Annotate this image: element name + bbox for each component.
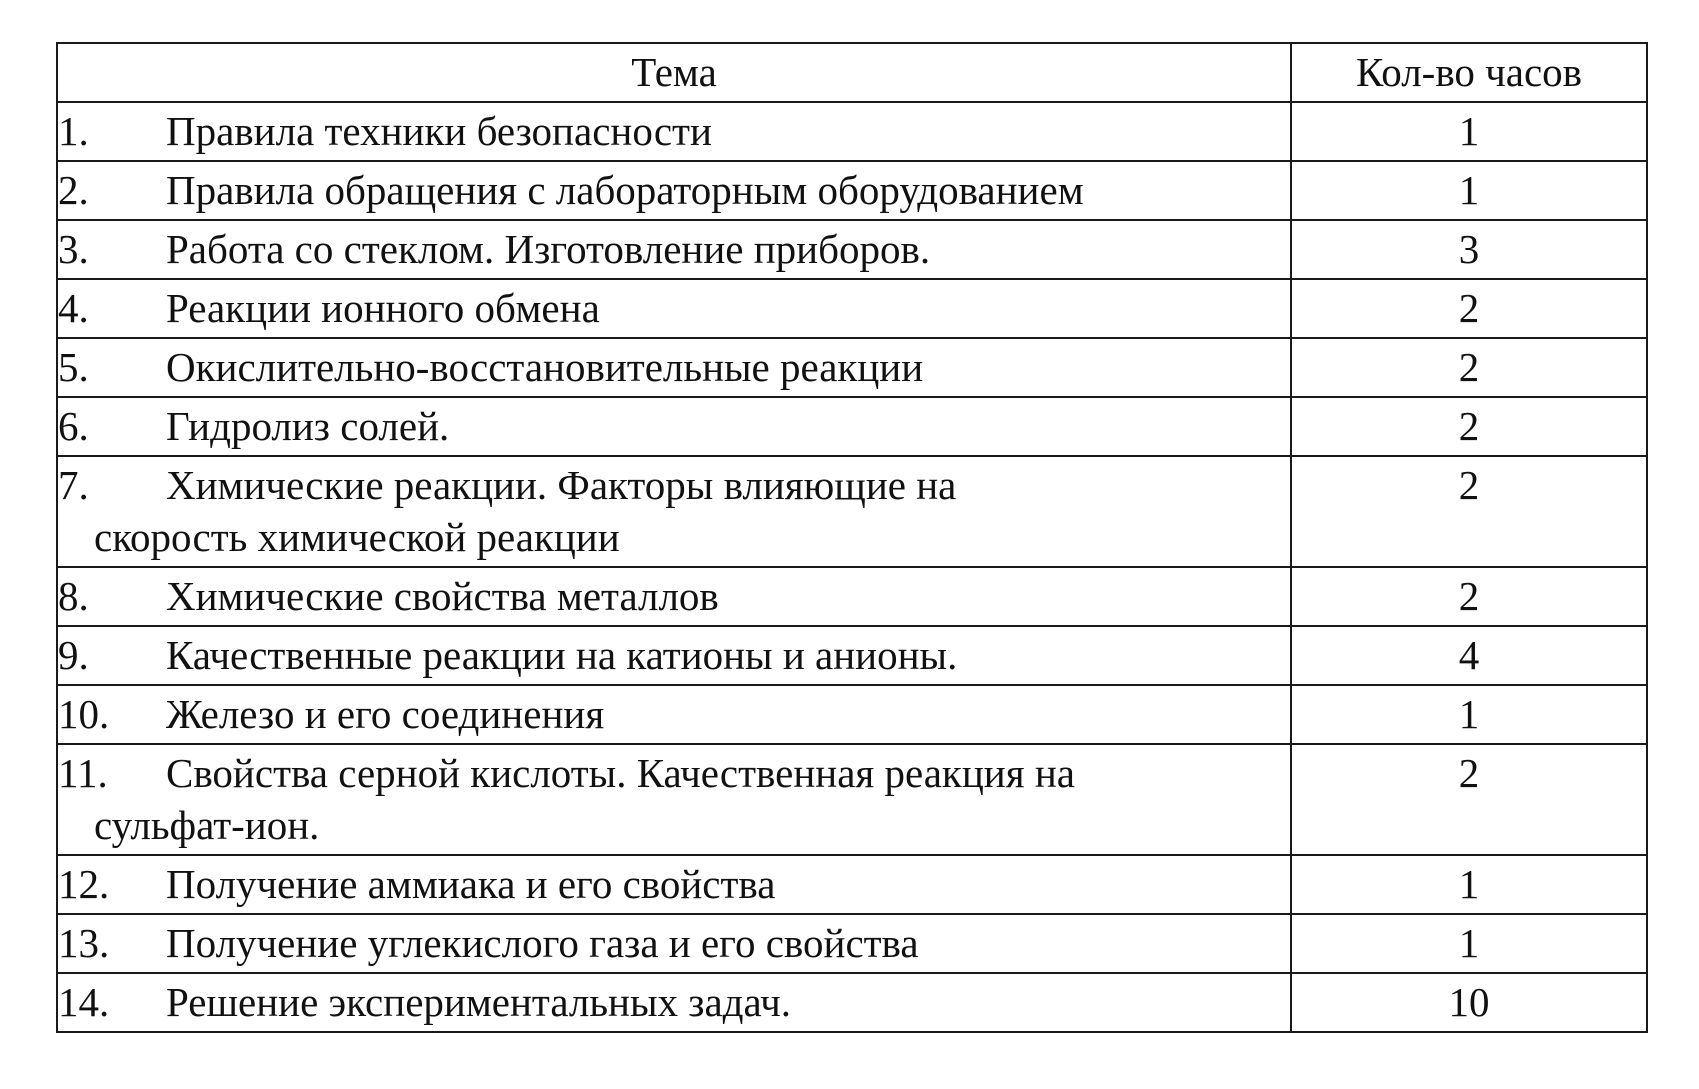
table-row: [57, 685, 1647, 744]
hours-cell: 2: [1291, 338, 1647, 397]
topic-cell: [57, 744, 1291, 855]
topic-text: Реакции ионного обмена: [166, 285, 600, 331]
topic-cell: [57, 855, 1291, 914]
row-number: 14.: [58, 979, 110, 1025]
row-number: 10.: [58, 691, 110, 737]
topic-text-continued: сульфат-ион.: [94, 802, 320, 848]
row-number: 1.: [58, 108, 89, 154]
topic-cell: [57, 456, 1291, 567]
row-number: 11.: [58, 750, 108, 796]
topic-text: Получение аммиака и его свойства: [166, 861, 776, 907]
topic-text: Правила техники безопасности: [166, 108, 712, 154]
topic-cell: [57, 685, 1291, 744]
topic-text: Химические реакции. Факторы влияющие на: [166, 462, 957, 508]
hours-cell: 2: [1291, 397, 1647, 456]
topic-cell: [57, 626, 1291, 685]
table-row: [57, 279, 1647, 338]
hours-cell: 1: [1291, 685, 1647, 744]
topic-cell: [57, 161, 1291, 220]
topic-cell: [57, 973, 1291, 1032]
hours-cell: 1: [1291, 161, 1647, 220]
topic-cell: [57, 914, 1291, 973]
topic-text: Гидролиз солей.: [166, 403, 450, 449]
table-row: [57, 914, 1647, 973]
table-row: [57, 567, 1647, 626]
row-number: 6.: [58, 403, 89, 449]
table-header-row: [57, 43, 1647, 102]
table-row: [57, 338, 1647, 397]
topic-cell: [57, 279, 1291, 338]
hours-cell: 2: [1291, 744, 1647, 855]
document-page: [56, 42, 1646, 1033]
row-number: 4.: [58, 285, 89, 331]
hours-cell: 1: [1291, 914, 1647, 973]
table-row: [57, 102, 1647, 161]
topics-table: [56, 42, 1648, 1033]
row-number: 7.: [58, 462, 89, 508]
topic-cell: [57, 338, 1291, 397]
row-number: 9.: [58, 632, 89, 678]
hours-cell: 10: [1291, 973, 1647, 1032]
topic-cell: [57, 567, 1291, 626]
hours-cell: 3: [1291, 220, 1647, 279]
topic-cell: [57, 102, 1291, 161]
topic-text: Решение экспериментальных задач.: [166, 979, 791, 1025]
topic-cell: [57, 397, 1291, 456]
hours-cell: 2: [1291, 456, 1647, 567]
row-number: 12.: [58, 861, 110, 907]
table-row: [57, 220, 1647, 279]
table-row: [57, 626, 1647, 685]
table-row: [57, 855, 1647, 914]
hours-cell: 1: [1291, 102, 1647, 161]
column-header-topic: Тема: [57, 43, 1291, 102]
hours-cell: 1: [1291, 855, 1647, 914]
topic-text: Качественные реакции на катионы и анионы.: [166, 632, 958, 678]
topic-text-continued: скорость химической реакции: [94, 514, 620, 560]
topic-text: Свойства серной кислоты. Качественная реакция на: [166, 750, 1075, 796]
topic-text: Железо и его соединения: [166, 691, 605, 737]
column-header-hours: Кол-во часов: [1291, 43, 1647, 102]
table-row: [57, 397, 1647, 456]
row-number: 13.: [58, 920, 110, 966]
row-number: 8.: [58, 573, 89, 619]
table-row: [57, 161, 1647, 220]
topic-text: Окислительно-восстановительные реакции: [166, 344, 924, 390]
hours-cell: 2: [1291, 567, 1647, 626]
table-row: [57, 744, 1647, 855]
table-row: [57, 456, 1647, 567]
row-number: 3.: [58, 226, 89, 272]
topic-text: Химические свойства металлов: [166, 573, 719, 619]
topic-text: Правила обращения с лабораторным оборудованием: [166, 167, 1084, 213]
topic-text: Работа со стеклом. Изготовление приборов.: [166, 226, 931, 272]
topic-text: Получение углекислого газа и его свойства: [166, 920, 919, 966]
topic-cell: [57, 220, 1291, 279]
table-row: [57, 973, 1647, 1032]
hours-cell: 4: [1291, 626, 1647, 685]
row-number: 5.: [58, 344, 89, 390]
hours-cell: 2: [1291, 279, 1647, 338]
row-number: 2.: [58, 167, 89, 213]
